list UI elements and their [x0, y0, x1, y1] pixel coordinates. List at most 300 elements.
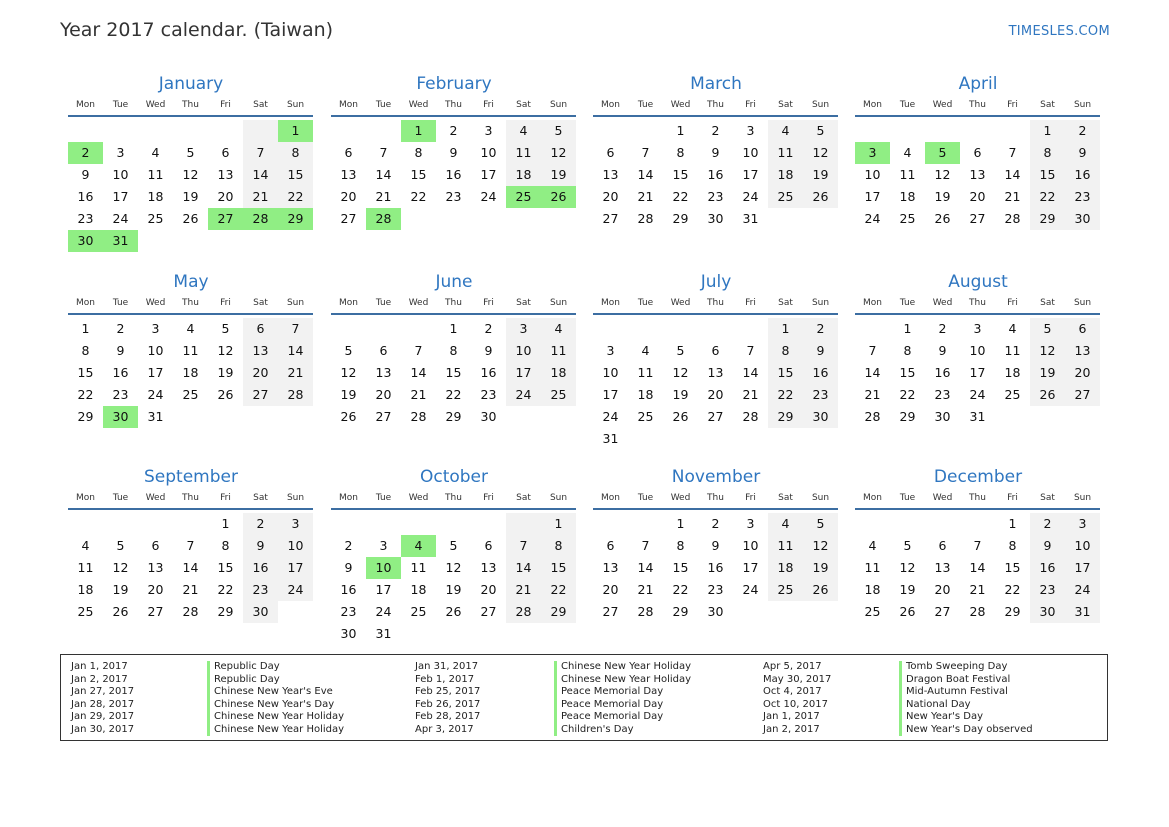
holiday-day-cell[interactable]: 10 [366, 557, 401, 579]
day-cell[interactable]: 14 [969, 560, 986, 575]
day-cell[interactable]: 14 [182, 560, 199, 575]
day-cell[interactable]: 23 [1065, 186, 1100, 208]
day-cell[interactable]: 2 [803, 318, 838, 340]
day-cell[interactable]: 7 [746, 343, 755, 358]
day-cell[interactable]: 1 [221, 516, 230, 531]
day-cell[interactable]: 8 [676, 538, 685, 553]
day-cell[interactable]: 4 [768, 513, 803, 535]
day-cell[interactable]: 7 [186, 538, 195, 553]
day-cell[interactable]: 23 [803, 384, 838, 406]
day-cell[interactable]: 20 [602, 189, 619, 204]
day-cell[interactable]: 4 [541, 318, 576, 340]
day-cell[interactable]: 27 [243, 384, 278, 406]
day-cell[interactable]: 30 [1030, 601, 1065, 623]
day-cell[interactable]: 7 [641, 145, 650, 160]
day-cell[interactable]: 1 [676, 123, 685, 138]
holiday-day-cell[interactable]: 4 [401, 535, 436, 557]
day-cell[interactable]: 13 [480, 560, 497, 575]
day-cell[interactable]: 28 [969, 604, 986, 619]
day-cell[interactable]: 24 [506, 384, 541, 406]
site-link[interactable]: TIMESLES.COM [1008, 24, 1110, 39]
day-cell[interactable]: 10 [480, 145, 497, 160]
day-cell[interactable]: 25 [541, 384, 576, 406]
day-cell[interactable]: 22 [410, 189, 427, 204]
day-cell[interactable]: 13 [969, 167, 986, 182]
day-cell[interactable]: 11 [77, 560, 94, 575]
day-cell[interactable]: 11 [864, 560, 881, 575]
day-cell[interactable]: 15 [410, 167, 427, 182]
day-cell[interactable]: 17 [864, 189, 881, 204]
day-cell[interactable]: 12 [803, 535, 838, 557]
day-cell[interactable]: 15 [899, 365, 916, 380]
day-cell[interactable]: 10 [112, 167, 129, 182]
day-cell[interactable]: 9 [484, 343, 493, 358]
day-cell[interactable]: 18 [506, 164, 541, 186]
day-cell[interactable]: 12 [112, 560, 129, 575]
day-cell[interactable]: 27 [1065, 384, 1100, 406]
day-cell[interactable]: 14 [410, 365, 427, 380]
day-cell[interactable]: 31 [1065, 601, 1100, 623]
day-cell[interactable]: 1 [81, 321, 90, 336]
day-cell[interactable]: 30 [803, 406, 838, 428]
day-cell[interactable]: 22 [672, 189, 689, 204]
day-cell[interactable]: 3 [1065, 513, 1100, 535]
day-cell[interactable]: 6 [221, 145, 230, 160]
day-cell[interactable]: 1 [449, 321, 458, 336]
day-cell[interactable]: 6 [711, 343, 720, 358]
day-cell[interactable]: 15 [445, 365, 462, 380]
day-cell[interactable]: 5 [1030, 318, 1065, 340]
holiday-day-cell[interactable]: 5 [925, 142, 960, 164]
day-cell[interactable]: 5 [803, 513, 838, 535]
day-cell[interactable]: 16 [1065, 164, 1100, 186]
day-cell[interactable]: 20 [707, 387, 724, 402]
day-cell[interactable]: 22 [217, 582, 234, 597]
day-cell[interactable]: 11 [637, 365, 654, 380]
day-cell[interactable]: 10 [506, 340, 541, 362]
day-cell[interactable]: 15 [672, 167, 689, 182]
day-cell[interactable]: 10 [1065, 535, 1100, 557]
day-cell[interactable]: 2 [243, 513, 278, 535]
day-cell[interactable]: 30 [1065, 208, 1100, 230]
day-cell[interactable]: 18 [637, 387, 654, 402]
day-cell[interactable]: 18 [147, 189, 164, 204]
day-cell[interactable]: 26 [803, 579, 838, 601]
day-cell[interactable]: 7 [379, 145, 388, 160]
day-cell[interactable]: 9 [803, 340, 838, 362]
day-cell[interactable]: 31 [147, 409, 164, 424]
day-cell[interactable]: 30 [243, 601, 278, 623]
day-cell[interactable]: 9 [711, 538, 720, 553]
day-cell[interactable]: 16 [112, 365, 129, 380]
day-cell[interactable]: 28 [637, 211, 654, 226]
day-cell[interactable]: 24 [864, 211, 881, 226]
day-cell[interactable]: 14 [742, 365, 759, 380]
day-cell[interactable]: 28 [637, 604, 654, 619]
day-cell[interactable]: 6 [1065, 318, 1100, 340]
day-cell[interactable]: 1 [1008, 516, 1017, 531]
day-cell[interactable]: 9 [344, 560, 353, 575]
holiday-day-cell[interactable]: 29 [278, 208, 313, 230]
day-cell[interactable]: 9 [81, 167, 90, 182]
day-cell[interactable]: 15 [672, 560, 689, 575]
holiday-day-cell[interactable]: 2 [68, 142, 103, 164]
day-cell[interactable]: 30 [480, 409, 497, 424]
day-cell[interactable]: 13 [602, 560, 619, 575]
day-cell[interactable]: 27 [602, 211, 619, 226]
day-cell[interactable]: 27 [707, 409, 724, 424]
day-cell[interactable]: 26 [1030, 384, 1065, 406]
day-cell[interactable]: 3 [746, 123, 755, 138]
day-cell[interactable]: 29 [445, 409, 462, 424]
day-cell[interactable]: 14 [278, 340, 313, 362]
day-cell[interactable]: 25 [1004, 387, 1021, 402]
day-cell[interactable]: 20 [480, 582, 497, 597]
day-cell[interactable]: 6 [484, 538, 493, 553]
day-cell[interactable]: 7 [1008, 145, 1017, 160]
holiday-day-cell[interactable]: 30 [103, 406, 138, 428]
day-cell[interactable]: 14 [243, 164, 278, 186]
day-cell[interactable]: 17 [278, 557, 313, 579]
day-cell[interactable]: 7 [506, 535, 541, 557]
holiday-day-cell[interactable]: 28 [243, 208, 278, 230]
day-cell[interactable]: 20 [602, 582, 619, 597]
day-cell[interactable]: 7 [278, 318, 313, 340]
day-cell[interactable]: 8 [278, 142, 313, 164]
day-cell[interactable]: 18 [768, 164, 803, 186]
holiday-day-cell[interactable]: 31 [103, 230, 138, 252]
holiday-day-cell[interactable]: 25 [506, 186, 541, 208]
day-cell[interactable]: 19 [112, 582, 129, 597]
day-cell[interactable]: 26 [934, 211, 951, 226]
day-cell[interactable]: 25 [147, 211, 164, 226]
day-cell[interactable]: 29 [672, 211, 689, 226]
day-cell[interactable]: 28 [410, 409, 427, 424]
holiday-day-cell[interactable]: 26 [541, 186, 576, 208]
day-cell[interactable]: 28 [506, 601, 541, 623]
day-cell[interactable]: 11 [899, 167, 916, 182]
day-cell[interactable]: 17 [1065, 557, 1100, 579]
day-cell[interactable]: 18 [77, 582, 94, 597]
day-cell[interactable]: 3 [746, 516, 755, 531]
day-cell[interactable]: 21 [1004, 189, 1021, 204]
day-cell[interactable]: 25 [768, 186, 803, 208]
day-cell[interactable]: 29 [672, 604, 689, 619]
day-cell[interactable]: 7 [641, 538, 650, 553]
day-cell[interactable]: 4 [186, 321, 195, 336]
day-cell[interactable]: 21 [864, 387, 881, 402]
day-cell[interactable]: 11 [541, 340, 576, 362]
day-cell[interactable]: 27 [340, 211, 357, 226]
day-cell[interactable]: 13 [217, 167, 234, 182]
day-cell[interactable]: 15 [1030, 164, 1065, 186]
day-cell[interactable]: 24 [278, 579, 313, 601]
day-cell[interactable]: 21 [243, 186, 278, 208]
day-cell[interactable]: 26 [803, 186, 838, 208]
day-cell[interactable]: 27 [375, 409, 392, 424]
day-cell[interactable]: 2 [938, 321, 947, 336]
day-cell[interactable]: 8 [1030, 142, 1065, 164]
holiday-day-cell[interactable]: 1 [278, 120, 313, 142]
day-cell[interactable]: 11 [147, 167, 164, 182]
day-cell[interactable]: 19 [541, 164, 576, 186]
day-cell[interactable]: 12 [340, 365, 357, 380]
day-cell[interactable]: 28 [864, 409, 881, 424]
day-cell[interactable]: 11 [768, 142, 803, 164]
day-cell[interactable]: 20 [1065, 362, 1100, 384]
day-cell[interactable]: 11 [410, 560, 427, 575]
day-cell[interactable]: 22 [672, 582, 689, 597]
day-cell[interactable]: 8 [768, 340, 803, 362]
day-cell[interactable]: 31 [742, 211, 759, 226]
day-cell[interactable]: 29 [217, 604, 234, 619]
day-cell[interactable]: 8 [414, 145, 423, 160]
day-cell[interactable]: 13 [375, 365, 392, 380]
day-cell[interactable]: 9 [1030, 535, 1065, 557]
day-cell[interactable]: 22 [278, 186, 313, 208]
day-cell[interactable]: 4 [81, 538, 90, 553]
day-cell[interactable]: 16 [77, 189, 94, 204]
day-cell[interactable]: 31 [375, 626, 392, 641]
day-cell[interactable]: 21 [182, 582, 199, 597]
day-cell[interactable]: 5 [803, 120, 838, 142]
day-cell[interactable]: 30 [707, 604, 724, 619]
day-cell[interactable]: 9 [116, 343, 125, 358]
day-cell[interactable]: 12 [934, 167, 951, 182]
day-cell[interactable]: 24 [480, 189, 497, 204]
day-cell[interactable]: 9 [449, 145, 458, 160]
day-cell[interactable]: 3 [973, 321, 982, 336]
day-cell[interactable]: 14 [637, 560, 654, 575]
holiday-day-cell[interactable]: 28 [366, 208, 401, 230]
day-cell[interactable]: 16 [803, 362, 838, 384]
day-cell[interactable]: 31 [969, 409, 986, 424]
day-cell[interactable]: 10 [864, 167, 881, 182]
day-cell[interactable]: 6 [151, 538, 160, 553]
day-cell[interactable]: 30 [340, 626, 357, 641]
day-cell[interactable]: 5 [676, 343, 685, 358]
day-cell[interactable]: 14 [506, 557, 541, 579]
day-cell[interactable]: 30 [934, 409, 951, 424]
day-cell[interactable]: 17 [375, 582, 392, 597]
day-cell[interactable]: 18 [1004, 365, 1021, 380]
holiday-day-cell[interactable]: 30 [68, 230, 103, 252]
day-cell[interactable]: 19 [217, 365, 234, 380]
day-cell[interactable]: 20 [217, 189, 234, 204]
day-cell[interactable]: 19 [803, 164, 838, 186]
day-cell[interactable]: 26 [672, 409, 689, 424]
day-cell[interactable]: 25 [410, 604, 427, 619]
day-cell[interactable]: 22 [445, 387, 462, 402]
day-cell[interactable]: 2 [449, 123, 458, 138]
day-cell[interactable]: 16 [707, 560, 724, 575]
day-cell[interactable]: 24 [602, 409, 619, 424]
day-cell[interactable]: 13 [934, 560, 951, 575]
day-cell[interactable]: 8 [81, 343, 90, 358]
day-cell[interactable]: 12 [182, 167, 199, 182]
day-cell[interactable]: 9 [243, 535, 278, 557]
day-cell[interactable]: 10 [742, 538, 759, 553]
day-cell[interactable]: 25 [182, 387, 199, 402]
day-cell[interactable]: 16 [934, 365, 951, 380]
day-cell[interactable]: 4 [903, 145, 912, 160]
day-cell[interactable]: 25 [899, 211, 916, 226]
day-cell[interactable]: 6 [379, 343, 388, 358]
day-cell[interactable]: 24 [375, 604, 392, 619]
day-cell[interactable]: 18 [182, 365, 199, 380]
day-cell[interactable]: 17 [480, 167, 497, 182]
day-cell[interactable]: 18 [410, 582, 427, 597]
day-cell[interactable]: 17 [742, 167, 759, 182]
day-cell[interactable]: 17 [112, 189, 129, 204]
day-cell[interactable]: 3 [278, 513, 313, 535]
day-cell[interactable]: 11 [182, 343, 199, 358]
day-cell[interactable]: 8 [676, 145, 685, 160]
day-cell[interactable]: 6 [938, 538, 947, 553]
day-cell[interactable]: 13 [243, 340, 278, 362]
day-cell[interactable]: 8 [903, 343, 912, 358]
day-cell[interactable]: 17 [742, 560, 759, 575]
day-cell[interactable]: 14 [375, 167, 392, 182]
day-cell[interactable]: 2 [344, 538, 353, 553]
day-cell[interactable]: 26 [112, 604, 129, 619]
day-cell[interactable]: 20 [375, 387, 392, 402]
day-cell[interactable]: 3 [379, 538, 388, 553]
day-cell[interactable]: 4 [1008, 321, 1017, 336]
day-cell[interactable]: 3 [484, 123, 493, 138]
day-cell[interactable]: 12 [672, 365, 689, 380]
day-cell[interactable]: 7 [868, 343, 877, 358]
holiday-day-cell[interactable]: 27 [208, 208, 243, 230]
day-cell[interactable]: 7 [243, 142, 278, 164]
day-cell[interactable]: 4 [641, 343, 650, 358]
day-cell[interactable]: 15 [217, 560, 234, 575]
day-cell[interactable]: 18 [541, 362, 576, 384]
day-cell[interactable]: 21 [637, 189, 654, 204]
day-cell[interactable]: 15 [541, 557, 576, 579]
day-cell[interactable]: 20 [340, 189, 357, 204]
day-cell[interactable]: 29 [1030, 208, 1065, 230]
day-cell[interactable]: 22 [899, 387, 916, 402]
day-cell[interactable]: 17 [147, 365, 164, 380]
day-cell[interactable]: 19 [934, 189, 951, 204]
day-cell[interactable]: 3 [506, 318, 541, 340]
day-cell[interactable]: 8 [449, 343, 458, 358]
day-cell[interactable]: 9 [938, 343, 947, 358]
day-cell[interactable]: 19 [445, 582, 462, 597]
day-cell[interactable]: 18 [864, 582, 881, 597]
holiday-day-cell[interactable]: 1 [401, 120, 436, 142]
day-cell[interactable]: 18 [899, 189, 916, 204]
day-cell[interactable]: 6 [606, 145, 615, 160]
day-cell[interactable]: 26 [445, 604, 462, 619]
day-cell[interactable]: 17 [602, 387, 619, 402]
day-cell[interactable]: 6 [243, 318, 278, 340]
day-cell[interactable]: 26 [182, 211, 199, 226]
day-cell[interactable]: 29 [77, 409, 94, 424]
day-cell[interactable]: 5 [186, 145, 195, 160]
day-cell[interactable]: 22 [1030, 186, 1065, 208]
day-cell[interactable]: 29 [899, 409, 916, 424]
day-cell[interactable]: 10 [147, 343, 164, 358]
day-cell[interactable]: 20 [243, 362, 278, 384]
day-cell[interactable]: 23 [707, 189, 724, 204]
day-cell[interactable]: 6 [344, 145, 353, 160]
day-cell[interactable]: 24 [1065, 579, 1100, 601]
day-cell[interactable]: 27 [934, 604, 951, 619]
day-cell[interactable]: 3 [116, 145, 125, 160]
day-cell[interactable]: 19 [1030, 362, 1065, 384]
day-cell[interactable]: 4 [768, 120, 803, 142]
day-cell[interactable]: 25 [864, 604, 881, 619]
day-cell[interactable]: 5 [221, 321, 230, 336]
day-cell[interactable]: 21 [375, 189, 392, 204]
day-cell[interactable]: 20 [147, 582, 164, 597]
day-cell[interactable]: 11 [506, 142, 541, 164]
day-cell[interactable]: 12 [541, 142, 576, 164]
day-cell[interactable]: 22 [541, 579, 576, 601]
day-cell[interactable]: 7 [973, 538, 982, 553]
day-cell[interactable]: 23 [112, 387, 129, 402]
day-cell[interactable]: 13 [147, 560, 164, 575]
day-cell[interactable]: 10 [602, 365, 619, 380]
day-cell[interactable]: 24 [112, 211, 129, 226]
day-cell[interactable]: 4 [506, 120, 541, 142]
day-cell[interactable]: 24 [969, 387, 986, 402]
holiday-day-cell[interactable]: 3 [855, 142, 890, 164]
day-cell[interactable]: 17 [969, 365, 986, 380]
day-cell[interactable]: 19 [182, 189, 199, 204]
day-cell[interactable]: 11 [768, 535, 803, 557]
day-cell[interactable]: 21 [969, 582, 986, 597]
day-cell[interactable]: 12 [445, 560, 462, 575]
day-cell[interactable]: 30 [707, 211, 724, 226]
day-cell[interactable]: 2 [711, 516, 720, 531]
day-cell[interactable]: 16 [1030, 557, 1065, 579]
day-cell[interactable]: 14 [637, 167, 654, 182]
day-cell[interactable]: 28 [742, 409, 759, 424]
day-cell[interactable]: 5 [449, 538, 458, 553]
day-cell[interactable]: 21 [278, 362, 313, 384]
day-cell[interactable]: 25 [637, 409, 654, 424]
day-cell[interactable]: 27 [480, 604, 497, 619]
day-cell[interactable]: 18 [768, 557, 803, 579]
day-cell[interactable]: 22 [77, 387, 94, 402]
day-cell[interactable]: 29 [768, 406, 803, 428]
day-cell[interactable]: 10 [969, 343, 986, 358]
day-cell[interactable]: 16 [340, 582, 357, 597]
day-cell[interactable]: 26 [340, 409, 357, 424]
day-cell[interactable]: 23 [707, 582, 724, 597]
day-cell[interactable]: 1 [768, 318, 803, 340]
day-cell[interactable]: 23 [445, 189, 462, 204]
day-cell[interactable]: 24 [742, 189, 759, 204]
day-cell[interactable]: 16 [243, 557, 278, 579]
day-cell[interactable]: 2 [1030, 513, 1065, 535]
day-cell[interactable]: 19 [340, 387, 357, 402]
day-cell[interactable]: 28 [278, 384, 313, 406]
day-cell[interactable]: 16 [707, 167, 724, 182]
day-cell[interactable]: 25 [77, 604, 94, 619]
day-cell[interactable]: 23 [480, 387, 497, 402]
day-cell[interactable]: 6 [606, 538, 615, 553]
day-cell[interactable]: 19 [899, 582, 916, 597]
day-cell[interactable]: 16 [445, 167, 462, 182]
day-cell[interactable]: 7 [414, 343, 423, 358]
day-cell[interactable]: 12 [1030, 340, 1065, 362]
day-cell[interactable]: 15 [1004, 560, 1021, 575]
day-cell[interactable]: 14 [864, 365, 881, 380]
